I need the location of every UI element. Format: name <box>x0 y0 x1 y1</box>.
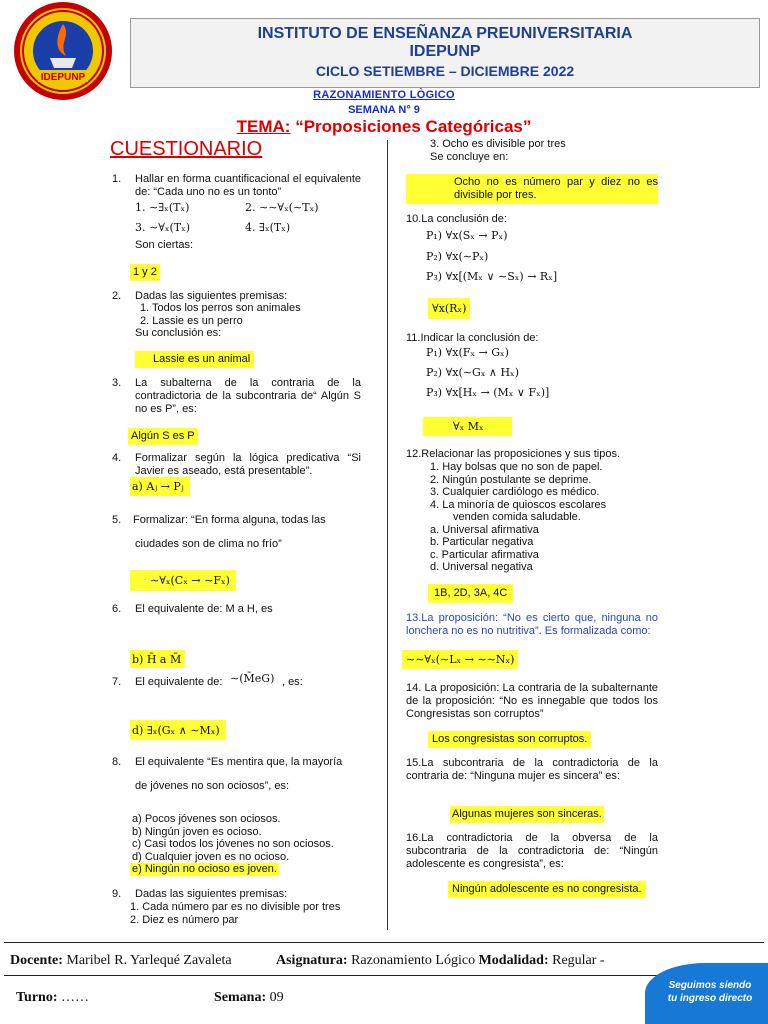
q1-option-1: 1. ∼∃ₓ(Tₓ) <box>135 201 190 214</box>
q15-text: 15.La subcontraria de la contradictoria de la contraria de: “Ninguna mujer es sincera” es: <box>406 757 658 782</box>
q13-answer: ∼∼∀ₓ(∼Lₓ → ∼∼Nₓ) <box>402 650 518 669</box>
q8-text-1: El equivalente “Es mentira que, la mayoría <box>135 756 343 768</box>
q1-option-2: 2. ∼∼∀ₓ(∼Tₓ) <box>245 201 319 214</box>
q4-number: 4. <box>112 452 122 464</box>
turno-label: Turno: <box>16 990 58 1005</box>
q7-expression: ∼(M̄eG) <box>230 672 275 685</box>
q2-subtext: Su conclusión es: <box>135 327 222 339</box>
week-title: SEMANA N° 9 <box>348 104 420 116</box>
q12-item-4: 4. La minoría de quioscos escolares <box>430 499 607 511</box>
q3-answer: Algún S es P <box>128 428 198 445</box>
footer-middle-rule <box>4 975 764 976</box>
q2-text: Dadas las siguientes premisas: <box>135 290 288 302</box>
q12-item-1: 1. Hay bolsas que no son de papel. <box>430 461 603 473</box>
q12-item-3: 3. Cualquier cardiólogo es médico. <box>430 486 600 498</box>
q10-premise-2: P₂) ∀x(∼Pₓ) <box>426 250 489 263</box>
q8-option-a: a) Pocos jóvenes son ociosos. <box>132 813 281 825</box>
q10-text: 10.La conclusión de: <box>406 213 507 225</box>
q6-answer: b) H̄ a M̄ <box>130 650 185 668</box>
q8-option-c: c) Casi todos los jóvenes no son ociosos. <box>132 838 334 850</box>
q16-answer: Ningún adolescente es no congresista. <box>448 881 646 898</box>
q12-answer: 1B, 2D, 3A, 4C <box>428 584 513 603</box>
header-banner <box>130 18 760 88</box>
q11-premise-1: P₁) ∀x(Fₓ → Gₓ) <box>426 346 509 359</box>
q4-answer: a) Aⱼ → Pⱼ <box>130 477 190 496</box>
q7-es: , es: <box>282 676 303 688</box>
logo-text: IDEPUNP <box>40 72 86 83</box>
q3-text: La subalterna de la contraria de la contradictoria de la subcontraria de“ Algún S no es P”, es: <box>135 377 361 415</box>
q2-answer: Lassie es un animal <box>135 351 254 368</box>
docente-label: Docente: <box>10 953 63 968</box>
q2-premise-2: 2. Lassie es un perro <box>140 315 243 327</box>
q11-premise-2: P₂) ∀x(∼Gₓ ∧ Hₓ) <box>426 366 519 379</box>
tema-label: TEMA: <box>236 117 291 136</box>
q1-option-4: 4. ∃ₓ(Tₓ) <box>245 221 291 234</box>
q13-body: “No es cierto que, ninguna no lonchera no es no nutritiva”. Es formalizada como: <box>406 612 658 637</box>
q3-number: 3. <box>112 377 122 389</box>
q2-premise-1: 1. Todos los perros son animales <box>140 302 301 314</box>
q4-text: Formalizar según la lógica predicativa “Si Javier es aseado, está presentable”. <box>135 452 361 477</box>
q16-text: 16.La contradictoria de la obversa de la subcontraria de la contradictoria de: “Ningún adolescente es congresista”, es: <box>406 832 658 870</box>
q14-answer: Los congresistas son corruptos. <box>428 731 591 748</box>
q12-item-4-cont: venden comida saludable. <box>453 511 581 523</box>
q8-number: 8. <box>112 756 122 768</box>
q8-option-e: e) Ningún no ocioso es joven. <box>132 863 277 875</box>
institute-acronym: IDEPUNP <box>409 43 481 60</box>
footer-asignatura <box>276 953 605 969</box>
asignatura-value: Razonamiento Lógico <box>351 953 476 968</box>
q5-answer: ∼∀ₓ(Cₓ → ∼Fₓ) <box>130 570 236 591</box>
q12-type-c: c. Particular afirmativa <box>430 549 539 561</box>
asignatura-label: Asignatura: <box>276 953 348 968</box>
q11-answer: ∀ₓ Mₓ <box>423 417 512 436</box>
tema-title <box>0 117 768 137</box>
q7-text: El equivalente de: <box>135 676 223 688</box>
q10-answer: ∀x(Rₓ) <box>428 298 470 319</box>
q7-number: 7. <box>112 676 122 688</box>
q8-option-b: b) Ningún joven es ocioso. <box>132 826 262 838</box>
q7-answer: d) ∃ₓ(Gₓ ∧ ∼Mₓ) <box>130 720 226 740</box>
docente-value: Maribel R. Yarlequé Zavaleta <box>66 953 232 968</box>
q2-number: 2. <box>112 290 122 302</box>
q5-number: 5. <box>112 514 122 526</box>
q9-premise-2: 2. Diez es número par <box>130 914 239 926</box>
footer-turno <box>16 990 89 1006</box>
slogan-line-1: Seguimos siendo <box>668 980 752 991</box>
modalidad-value: Regular - <box>552 953 605 968</box>
q1-answer: 1 y 2 <box>130 264 160 281</box>
q11-premise-3: P₃) ∀x[Hₓ → (Mₓ ∨ Fₓ)] <box>426 386 550 399</box>
q6-number: 6. <box>112 603 122 615</box>
course-title: RAZONAMIENTO LÒGICO <box>313 89 455 101</box>
turno-value: …… <box>61 990 90 1005</box>
q13-lead: 13.La proposición: <box>406 612 498 624</box>
q12-text: 12.Relacionar las proposiciones y sus tipos. <box>406 448 621 460</box>
q9-premise-1: 1. Cada número par es no divisible por tres <box>130 901 341 913</box>
q12-item-2: 2. Ningún postulante se deprime. <box>430 474 592 486</box>
q1-number: 1. <box>112 173 122 185</box>
q11-text: 11.Indicar la conclusión de: <box>406 332 539 344</box>
q9-text: Dadas las siguientes premisas: <box>135 888 288 900</box>
q14-text: 14. La proposición: La contraria de la subalternante de la proposición: “No es innegable que todos los Congresistas son corruptos” <box>406 682 658 720</box>
q9-number: 9. <box>112 888 122 900</box>
column-divider <box>387 140 388 930</box>
q5-text-2: ciudades son de clima no frío” <box>135 538 282 550</box>
q5-text-1: Formalizar: “En forma alguna, todas las <box>133 514 326 526</box>
q13-text <box>406 612 658 638</box>
cuestionario-heading: CUESTIONARIO <box>110 138 263 160</box>
q6-text: El equivalente de: M a H, es <box>135 603 273 615</box>
q8-option-d: d) Cualquier joven es no ocioso. <box>132 851 290 863</box>
q1-subtext: Son ciertas: <box>135 239 194 251</box>
idepunp-logo <box>2 2 124 100</box>
modalidad-label: Modalidad: <box>478 953 549 968</box>
footer-semana <box>214 990 284 1006</box>
q9-subtext: Se concluye en: <box>430 151 509 163</box>
q1-text: Hallar en forma cuantificacional el equivalente de: “Cada uno no es un tonto” <box>135 173 361 198</box>
q10-premise-1: P₁) ∀x(Sₓ → Pₓ) <box>426 229 508 242</box>
q15-answer: Algunas mujeres son sinceras. <box>450 806 604 823</box>
institute-name: INSTITUTO DE ENSEÑANZA PREUNIVERSITARIA <box>257 25 633 42</box>
q9-answer: Ocho no es número par y diez no es divisible por tres. <box>406 174 658 204</box>
q10-premise-3: P₃) ∀x[(Mₓ ∨ ∼Sₓ) → Rₓ] <box>426 270 558 283</box>
footer-docente <box>10 953 232 969</box>
cycle-title: CICLO SETIEMBRE – DICIEMBRE 2022 <box>315 63 575 79</box>
tema-value: “Proposiciones Categóricas” <box>295 117 532 136</box>
semana-value: 09 <box>269 990 284 1005</box>
q1-option-3: 3. ∼∀ₓ(Tₓ) <box>135 221 191 234</box>
q9-premise-3: 3. Ocho es divisible por tres <box>430 138 566 150</box>
q12-type-b: b. Particular negativa <box>430 536 534 548</box>
q12-type-a: a. Universal afirmativa <box>430 524 539 536</box>
semana-label: Semana: <box>214 990 267 1005</box>
slogan-line-2: tu ingreso directo <box>667 993 753 1004</box>
q12-type-d: d. Universal negativa <box>430 561 533 573</box>
footer-top-rule <box>4 942 764 943</box>
q8-text-2: de jóvenes no son ociosos”, es: <box>135 780 290 792</box>
